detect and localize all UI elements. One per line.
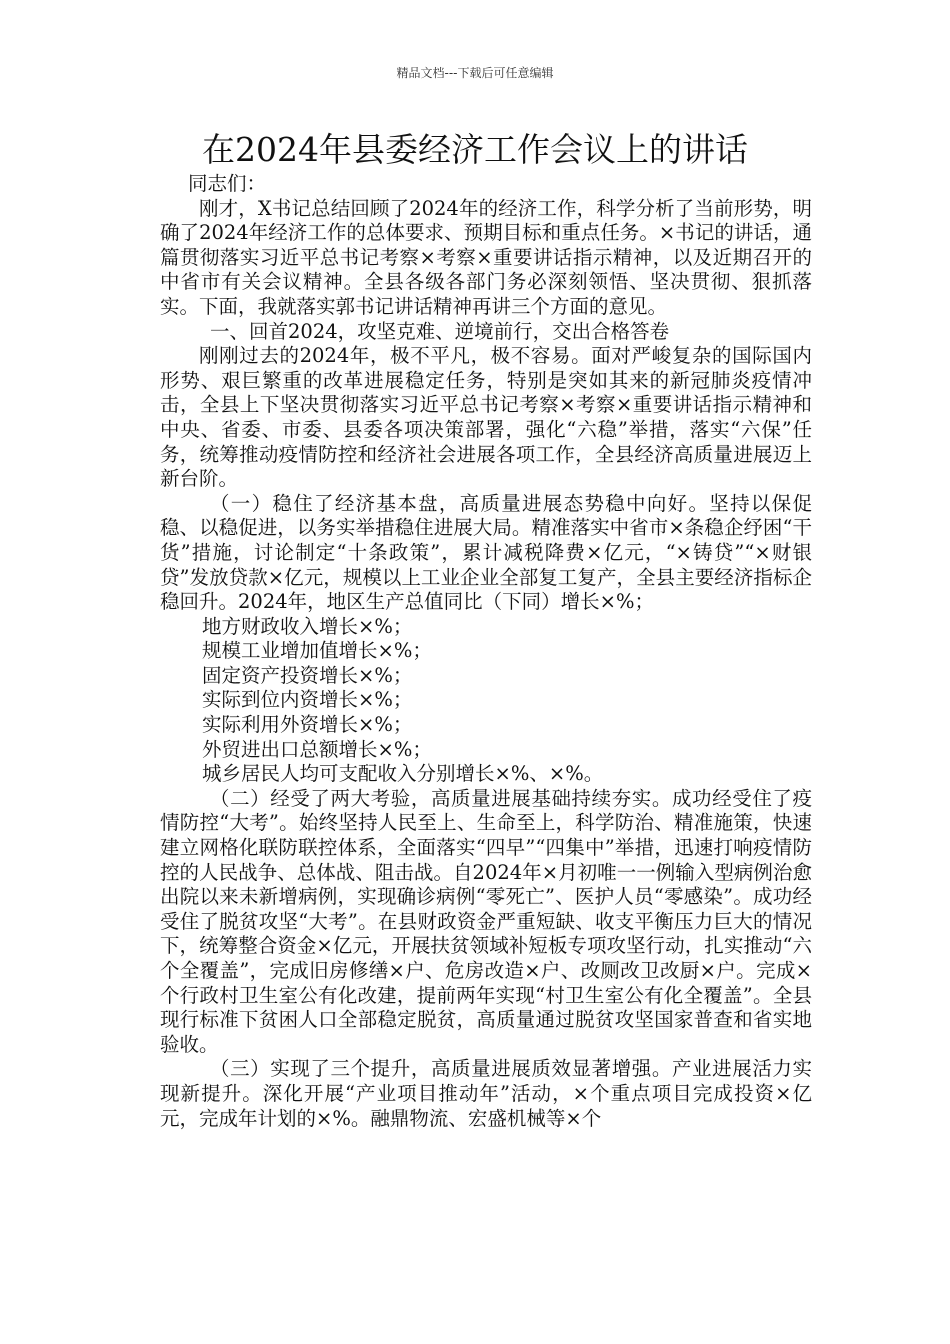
list-item: 固定资产投资增长×%； [202, 663, 413, 687]
list-item: 地方财政收入增长×%； [202, 614, 413, 638]
paragraph-review: 刚刚过去的2024年，极不平凡，极不容易。面对严峻复杂的国际国内形势、艰巨繁重的改革进展稳定任务，特别是突如其来的新冠肺炎疫情冲击，全县上下坚决贯彻落实习近平总书记考察×考察×重要讲话指示精神和中央、省委、市委、县委各项决策部署，强化“六稳”举措，落实“六保”任务，统筹推动疫情防控和经济社会进展各项工作，全县经济高质量进展迈上新台阶。 [160, 344, 812, 491]
list-item: 规模工业增加值增长×%； [202, 639, 432, 663]
list-item: 外贸进出口总额增长×%； [202, 737, 432, 761]
list-item: 城乡居民人均可支配收入分别增长×%、×%。 [202, 762, 604, 786]
paragraph-tests: （二）经受了两大考验，高质量进展基础持续夯实。成功经受住了疫情防控“大考”。始终坚持人民至上、生命至上，科学防治、精准施策，快速建立网格化联防联控体系，全面落实“四早”“四集中”举措，迅速打响疫情防控的人民战争、总体战、阻击战。自2024年×月初唯一一例输入型病例治愈出院以来未新增病例，实现确诊病例“零死亡”、医护人员“零感染”。成功经受住了脱贫攻坚“大考”。在县财政资金严重短缺、收支平衡压力巨大的情况下，统筹整合资金×亿元，开展扶贫领域补短板专项攻坚行动，扎实推动“六个全覆盖”，完成旧房修缮×户、危房改造×户、改厕改卫改厨×户。完成×个行政村卫生室公有化改建，提前两年实现“村卫生室公有化全覆盖”。全县现行标准下贫困人口全部稳定脱贫，高质量通过脱贫攻坚国家普查和省实地验收。 [160, 786, 812, 1056]
document-title: 在2024年县委经济工作会议上的讲话 [202, 130, 748, 169]
paragraph-economy: （一）稳住了经济基本盘，高质量进展态势稳中向好。坚持以保促稳、以稳促进，以务实举措稳住进展大局。精准落实中省市×条稳企纾困“干货”措施，讨论制定“十条政策”，累计减税降费×亿元，“×铸贷”“×财银贷”发放贷款×亿元，规模以上工业企业全部复工复产，全县主要经济指标企稳回升。2024年，地区生产总值同比（下同）增长×%； [160, 491, 812, 614]
salutation: 同志们： [188, 172, 267, 195]
section-heading-1: 一、回首2024，攻坚克难、逆境前行，交出合格答卷 [210, 319, 670, 343]
list-item: 实际到位内资增长×%； [202, 688, 413, 712]
list-item: 实际利用外资增长×%； [202, 713, 413, 737]
document-body [160, 172, 812, 1131]
page-header-note: 精品文档---下载后可任意编辑 [396, 66, 554, 80]
paragraph-intro: 刚才，X书记总结回顾了2024年的经济工作，科学分析了当前形势，明确了2024年经济工作的总体要求、预期目标和重点任务。×书记的讲话，通篇贯彻落实习近平总书记考察×考察×重要讲话指示精神，以及近期召开的中省市有关会议精神。全县各级各部门务必深刻领悟、坚决贯彻、狠抓落实。下面，我就落实郭书记讲话精神再讲三个方面的意见。 [160, 196, 812, 318]
paragraph-improvements: （三）实现了三个提升，高质量进展质效显著增强。产业进展活力实现新提升。深化开展“产业项目推动年”活动，×个重点项目完成投资×亿元，完成年计划的×%。融鼎物流、宏盛机械等×个 [160, 1057, 812, 1130]
